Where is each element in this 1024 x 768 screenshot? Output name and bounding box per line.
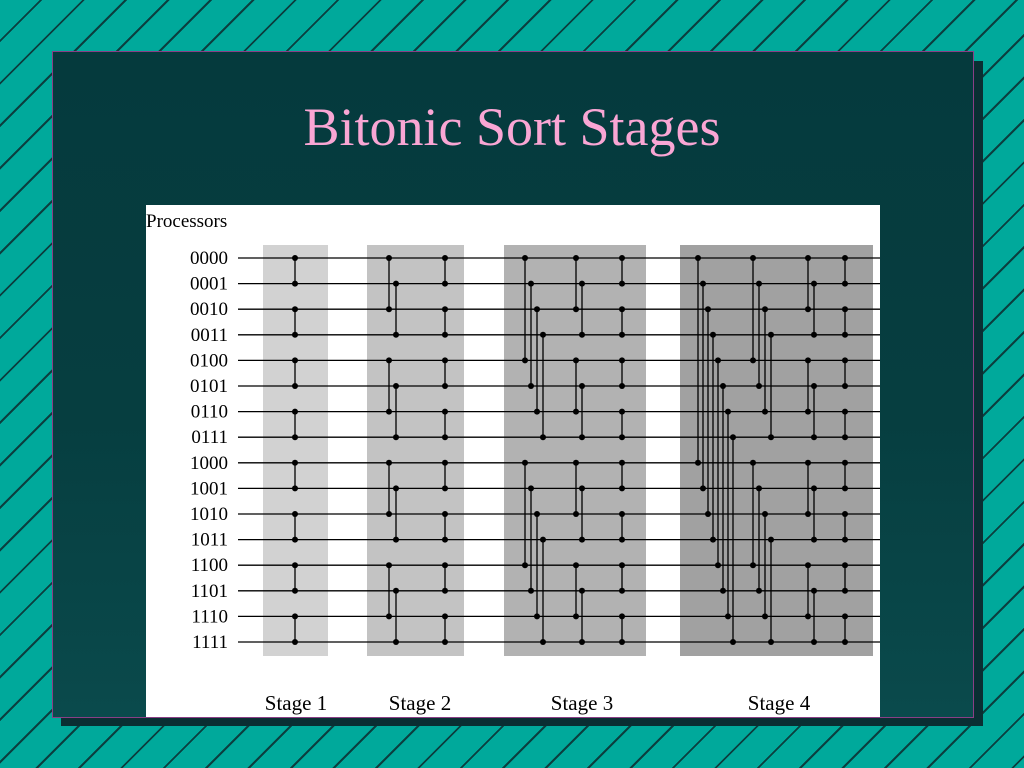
comparator-node [573, 511, 579, 517]
comparator-node [292, 383, 298, 389]
comparator-node [619, 434, 625, 440]
comparator-node [393, 281, 399, 287]
comparator-node [393, 639, 399, 645]
comparator-node [528, 485, 534, 491]
comparator-node [619, 588, 625, 594]
comparator-node [442, 460, 448, 466]
comparator-node [842, 588, 848, 594]
comparator-node [619, 409, 625, 415]
comparator-node [442, 281, 448, 287]
comparator-node [442, 511, 448, 517]
comparator-node [442, 357, 448, 363]
comparator-node [522, 255, 528, 261]
comparator-node [750, 357, 756, 363]
comparator-node [386, 255, 392, 261]
comparator-node [573, 409, 579, 415]
comparator-node [619, 537, 625, 543]
processor-label: 0000 [190, 248, 228, 269]
stage-label-4: Stage 4 [747, 691, 811, 715]
comparator-node [768, 434, 774, 440]
comparator-node [522, 562, 528, 568]
comparator-node [619, 485, 625, 491]
comparator-node [842, 409, 848, 415]
comparator-node [842, 537, 848, 543]
comparator-node [292, 613, 298, 619]
comparator-node [579, 434, 585, 440]
comparator-node [292, 562, 298, 568]
processor-label: 0111 [191, 427, 228, 449]
comparator-node [762, 306, 768, 312]
comparator-node [619, 511, 625, 517]
comparator-node [393, 383, 399, 389]
comparator-node [811, 332, 817, 338]
comparator-node [573, 460, 579, 466]
comparator-node [725, 613, 731, 619]
stage-band-2 [367, 245, 464, 656]
comparator-node [619, 332, 625, 338]
processor-label: 0101 [190, 376, 228, 397]
comparator-node [573, 613, 579, 619]
comparator-node [842, 639, 848, 645]
comparator-node [522, 460, 528, 466]
comparator-node [292, 639, 298, 645]
comparator-node [762, 409, 768, 415]
comparator-node [579, 639, 585, 645]
comparator-node [393, 537, 399, 543]
comparator-node [386, 511, 392, 517]
processor-label: 1100 [190, 555, 228, 577]
comparator-node [386, 562, 392, 568]
comparator-node [811, 434, 817, 440]
comparator-node [842, 434, 848, 440]
comparator-node [705, 306, 711, 312]
comparator-node [292, 357, 298, 363]
comparator-node [842, 613, 848, 619]
comparator-node [768, 332, 774, 338]
comparator-node [710, 332, 716, 338]
comparator-node [573, 562, 579, 568]
comparator-node [442, 255, 448, 261]
comparator-node [842, 255, 848, 261]
axis-label: Processors [146, 211, 228, 232]
comparator-node [695, 460, 701, 466]
comparator-node [540, 332, 546, 338]
comparator-node [386, 306, 392, 312]
comparator-node [528, 383, 534, 389]
processor-label: 0100 [190, 350, 228, 372]
comparator-node [725, 409, 731, 415]
stage-bands [263, 245, 873, 656]
comparator-node [811, 485, 817, 491]
comparator-node [534, 511, 540, 517]
comparator-node [292, 409, 298, 415]
comparator-node [579, 537, 585, 543]
bitonic-diagram [146, 205, 880, 717]
comparator-node [756, 485, 762, 491]
comparator-node [393, 434, 399, 440]
comparator-node [805, 511, 811, 517]
comparator-node [540, 434, 546, 440]
slide-title: Bitonic Sort Stages [303, 97, 721, 157]
comparator-node [619, 383, 625, 389]
comparator-node [756, 588, 762, 594]
comparator-node [842, 306, 848, 312]
processor-label: 1010 [190, 504, 228, 525]
comparator-node [756, 281, 762, 287]
comparator-node [442, 537, 448, 543]
comparator-node [386, 460, 392, 466]
comparator-node [619, 639, 625, 645]
comparator-node [619, 357, 625, 363]
comparator-node [720, 588, 726, 594]
comparator-node [442, 409, 448, 415]
diagram-svg [146, 205, 880, 717]
comparator-node [393, 485, 399, 491]
comparator-node [811, 588, 817, 594]
comparator-node [528, 588, 534, 594]
comparator-node [442, 434, 448, 440]
comparator-node [534, 409, 540, 415]
comparator-node [573, 255, 579, 261]
comparator-node [292, 306, 298, 312]
comparator-node [393, 332, 399, 338]
comparator-node [705, 511, 711, 517]
processor-label: 1110 [191, 606, 228, 628]
comparator-node [442, 613, 448, 619]
comparator-node [842, 562, 848, 568]
comparator-node [811, 537, 817, 543]
comparator-node [292, 511, 298, 517]
comparator-node [579, 281, 585, 287]
comparator-node [292, 460, 298, 466]
stage-label-1: Stage 1 [264, 691, 328, 715]
comparator-node [579, 485, 585, 491]
comparator-node [805, 562, 811, 568]
comparator-node [805, 255, 811, 261]
comparator-node [540, 639, 546, 645]
comparator-node [811, 383, 817, 389]
comparator-node [805, 460, 811, 466]
comparator-node [700, 281, 706, 287]
comparator-node [710, 537, 716, 543]
comparator-node [442, 485, 448, 491]
comparator-node [619, 460, 625, 466]
comparator-node [292, 485, 298, 491]
comparator-node [386, 357, 392, 363]
comparator-node [573, 357, 579, 363]
comparator-node [579, 588, 585, 594]
comparator-node [762, 613, 768, 619]
comparator-node [442, 306, 448, 312]
processor-label: 1000 [190, 452, 228, 474]
comparator-node [393, 588, 399, 594]
comparator-node [842, 511, 848, 517]
comparator-node [579, 383, 585, 389]
comparator-node [842, 485, 848, 491]
comparator-node [750, 562, 756, 568]
comparator-node [534, 613, 540, 619]
comparator-node [842, 281, 848, 287]
comparator-node [386, 613, 392, 619]
processor-label: 1011 [190, 529, 228, 551]
comparator-node [842, 357, 848, 363]
comparator-node [292, 332, 298, 338]
comparator-node [768, 639, 774, 645]
comparator-node [442, 639, 448, 645]
comparator-node [442, 562, 448, 568]
comparator-node [700, 485, 706, 491]
comparator-node [842, 383, 848, 389]
comparator-node [442, 588, 448, 594]
processor-label: 0011 [190, 324, 228, 346]
comparator-node [805, 409, 811, 415]
comparator-node [811, 281, 817, 287]
comparator-node [730, 639, 736, 645]
comparator-node [805, 357, 811, 363]
comparator-node [619, 306, 625, 312]
processor-label: 1001 [190, 478, 228, 500]
comparator-node [750, 255, 756, 261]
comparator-node [720, 383, 726, 389]
comparator-node [805, 613, 811, 619]
stage-label-2: Stage 2 [388, 691, 452, 715]
processor-label: 1111 [192, 632, 228, 653]
comparator-node [750, 460, 756, 466]
comparator-node [805, 306, 811, 312]
comparator-node [811, 639, 817, 645]
comparator-node [842, 332, 848, 338]
comparator-node [292, 281, 298, 287]
comparator-node [386, 409, 392, 415]
comparator-node [842, 460, 848, 466]
comparator-node [292, 537, 298, 543]
comparator-node [292, 434, 298, 440]
comparator-node [442, 383, 448, 389]
comparator-node [522, 357, 528, 363]
comparator-node [715, 562, 721, 568]
processor-label: 1101 [190, 580, 228, 602]
comparator-node [762, 511, 768, 517]
comparator-node [528, 281, 534, 287]
processor-label: 0110 [190, 401, 228, 423]
processor-label: 0010 [190, 299, 228, 321]
comparator-node [619, 281, 625, 287]
comparator-node [730, 434, 736, 440]
comparator-node [292, 255, 298, 261]
comparator-node [579, 332, 585, 338]
comparator-node [715, 357, 721, 363]
comparator-node [695, 255, 701, 261]
comparator-node [756, 383, 762, 389]
comparator-node [540, 537, 546, 543]
comparator-node [292, 588, 298, 594]
comparator-node [442, 332, 448, 338]
comparator-node [619, 562, 625, 568]
comparator-node [534, 306, 540, 312]
processor-label: 0001 [190, 273, 228, 295]
comparator-node [619, 613, 625, 619]
comparator-node [768, 537, 774, 543]
comparator-node [619, 255, 625, 261]
stage-label-3: Stage 3 [550, 691, 614, 715]
comparator-node [573, 306, 579, 312]
